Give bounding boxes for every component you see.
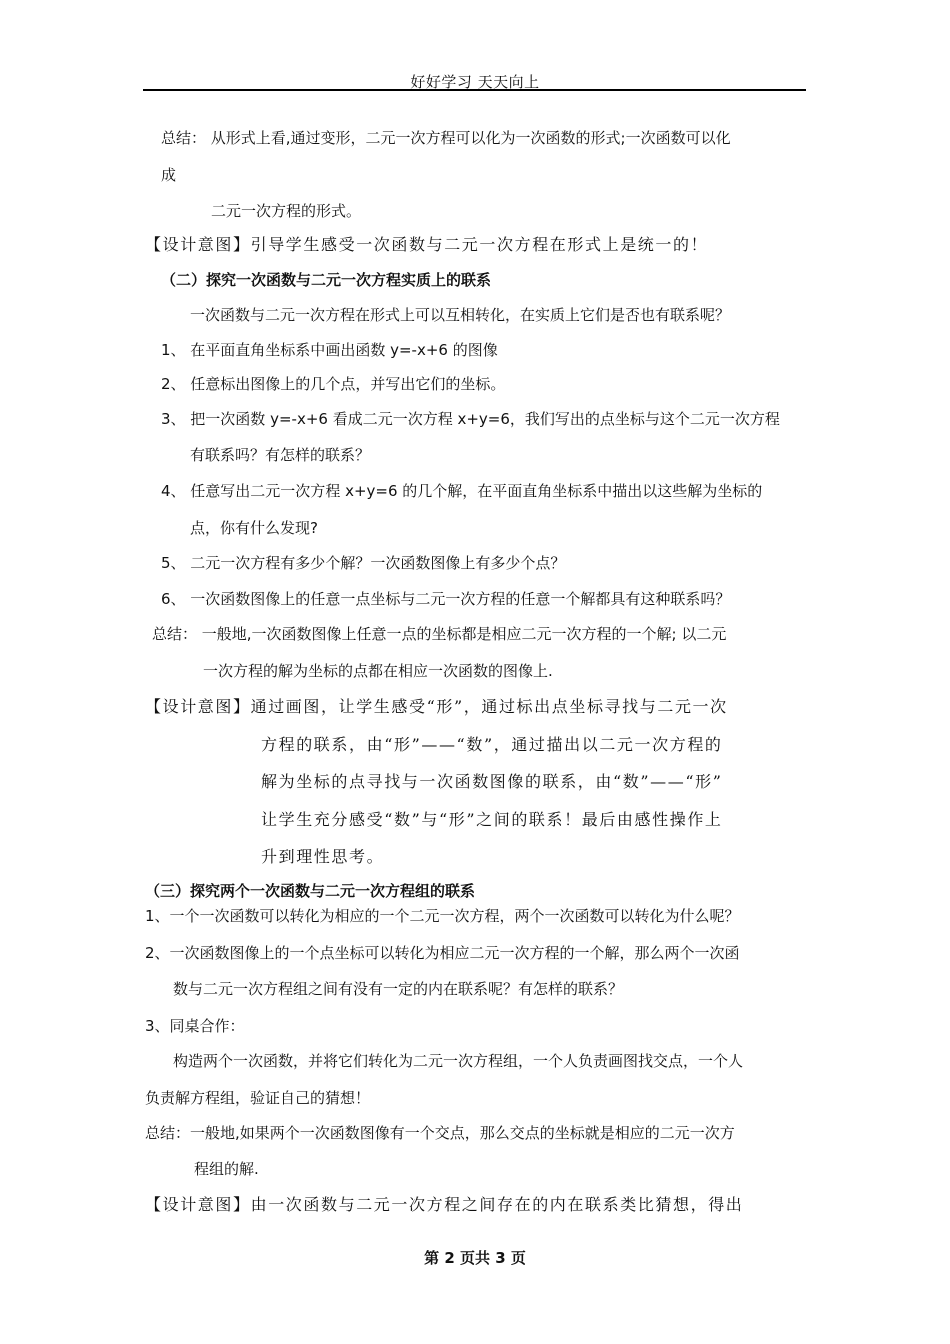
list-item-4-cont: 点，你有什么发现?: [190, 519, 318, 537]
list-item-4: 4、 任意写出二元一次方程 x+y=6 的几个解，在平面直角坐标系中描出以这些解为坐标的: [161, 482, 763, 500]
section-3-item-3: 3、同桌合作：: [145, 1017, 245, 1035]
page-footer: 第 2 页共 3 页: [424, 1249, 526, 1267]
section-3-item-2-cont: 数与二元一次方程组之间有没有一定的内在联系呢？有怎样的联系？: [173, 980, 624, 998]
collab-line-2: 负责解方程组，验证自己的猜想！: [145, 1089, 371, 1107]
section-2-intro: 一次函数与二元一次方程在形式上可以互相转化，在实质上它们是否也有联系呢？: [190, 306, 731, 324]
list-item-1: 1、 在平面直角坐标系中画出函数 y=-x+6 的图像: [161, 341, 498, 359]
design-intent-2-line-3: 解为坐标的点寻找与一次函数图像的联系，由“数”——“形”: [261, 772, 723, 791]
list-item-5: 5、 二元一次方程有多少个解？一次函数图像上有多少个点？: [161, 554, 566, 572]
list-item-3: 3、 把一次函数 y=-x+6 看成二元一次方程 x+y=6，我们写出的点坐标与这个二元一次方程: [161, 410, 780, 428]
design-intent-3: 【设计意图】由一次函数与二元一次方程之间存在的内在联系类比猜想，得出: [145, 1195, 744, 1214]
section-heading-3: （三）探究两个一次函数与二元一次方程组的联系: [145, 882, 476, 900]
summary-2-line-2: 一次方程的解为坐标的点都在相应一次函数的图像上.: [203, 662, 553, 680]
section-heading-2: （二）探究一次函数与二元一次方程实质上的联系: [161, 271, 492, 289]
section-3-item-2: 2、一次函数图像上的一个点坐标可以转化为相应二元一次方程的一个解，那么两个一次函: [145, 944, 740, 962]
collab-line-1: 构造两个一次函数，并将它们转化为二元一次方程组，一个人负责画图找交点，一个人: [173, 1052, 744, 1070]
summary-2-line-1: 总结： 一般地,一次函数图像上任意一点的坐标都是相应二元一次方程的一个解; 以二元: [152, 625, 727, 643]
summary-1-line-2: 成: [161, 166, 177, 184]
summary-3-line-1: 总结：一般地,如果两个一次函数图像有一个交点，那么交点的坐标就是相应的二元一次方: [145, 1124, 735, 1142]
design-intent-1: 【设计意图】引导学生感受一次函数与二元一次方程在形式上是统一的！: [145, 235, 709, 254]
summary-1-line-1: 总结： 从形式上看,通过变形，二元一次方程可以化为一次函数的形式;一次函数可以化: [161, 129, 731, 147]
page-header: 好好学习 天天向上: [410, 73, 540, 91]
design-intent-2-line-4: 让学生充分感受“数”与“形”之间的联系！最后由感性操作上: [261, 810, 723, 829]
summary-1-line-3: 二元一次方程的形式。: [211, 202, 362, 220]
design-intent-2-line-2: 方程的联系，由“形”——“数”，通过描出以二元一次方程的: [261, 735, 723, 754]
design-intent-2-line-5: 升到理性思考。: [261, 847, 385, 866]
list-item-3-cont: 有联系吗？有怎样的联系？: [190, 446, 371, 464]
design-intent-2-line-1: 【设计意图】通过画图，让学生感受“形”，通过标出点坐标寻找与二元一次: [145, 697, 728, 716]
header-rule: [143, 89, 806, 91]
summary-3-line-2: 程组的解.: [194, 1160, 259, 1178]
section-3-item-1: 1、一个一次函数可以转化为相应的一个二元一次方程，两个一次函数可以转化为什么呢？: [145, 907, 740, 925]
list-item-6: 6、 一次函数图像上的任意一点坐标与二元一次方程的任意一个解都具有这种联系吗？: [161, 590, 731, 608]
list-item-2: 2、 任意标出图像上的几个点，并写出它们的坐标。: [161, 375, 506, 393]
